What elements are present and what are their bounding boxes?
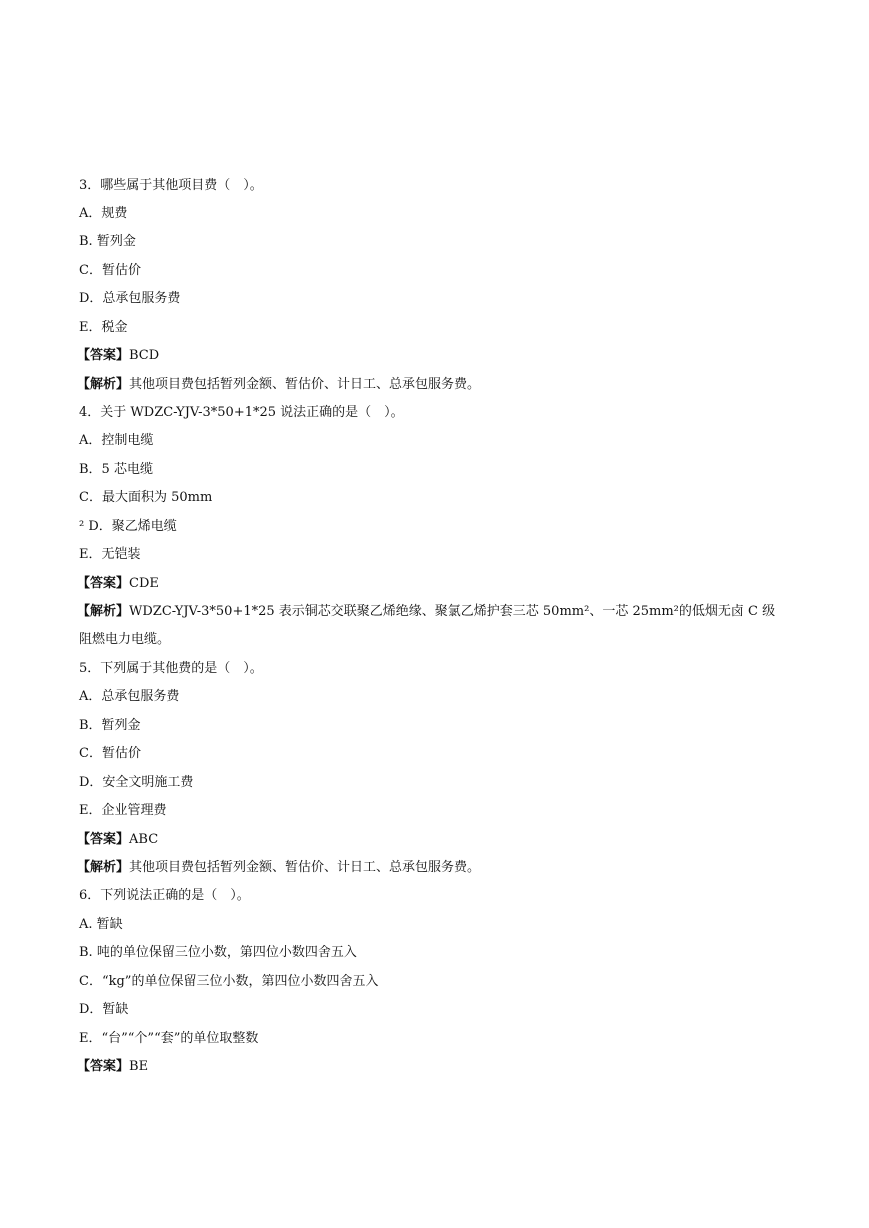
- answer-label: 【答案】: [77, 348, 130, 363]
- analysis-text: 其他项目费包括暂列金额、暂估价、计日工、总承包服务费。: [129, 860, 481, 875]
- question-4-answer: [77, 575, 159, 593]
- question-5-answer: [77, 831, 158, 849]
- question-5-stem: 5．下列属于其他费的是（ ）。: [79, 661, 263, 676]
- analysis-label: 【解析】: [77, 377, 130, 392]
- answer-label: 【答案】: [77, 832, 130, 847]
- question-4-analysis-continued: 阻燃电力电缆。: [79, 632, 171, 647]
- question-3-option-d: D．总承包服务费: [79, 291, 181, 306]
- question-3-option-c: C．暂估价: [79, 263, 141, 278]
- question-5-option-a: A．总承包服务费: [79, 689, 180, 704]
- question-3-option-e: E．税金: [79, 320, 128, 335]
- question-6-option-c: C．“kg”的单位保留三位小数，第四位小数四舍五入: [79, 974, 379, 989]
- question-6-option-b: B. 吨的单位保留三位小数，第四位小数四舍五入: [79, 945, 357, 960]
- question-6-answer: [77, 1058, 148, 1076]
- question-6-option-d: D．暂缺: [79, 1002, 129, 1017]
- question-3-analysis: [77, 376, 480, 394]
- answer-value: BCD: [129, 348, 160, 363]
- answer-value: ABC: [129, 832, 159, 847]
- analysis-label: 【解析】: [77, 604, 130, 619]
- question-3-stem: 3．哪些属于其他项目费（ ）。: [79, 178, 263, 193]
- question-5-option-d: D．安全文明施工费: [79, 775, 194, 790]
- answer-value: BE: [129, 1059, 149, 1074]
- question-5-option-b: B．暂列金: [79, 718, 141, 733]
- question-4-option-a: A．控制电缆: [79, 433, 154, 448]
- question-3-option-b: B. 暂列金: [79, 234, 136, 249]
- question-4-stem: 4．关于 WDZC-YJV-3*50+1*25 说法正确的是（ ）。: [79, 405, 404, 420]
- question-4-analysis: [77, 603, 775, 621]
- analysis-text: 其他项目费包括暂列金额、暂估价、计日工、总承包服务费。: [129, 377, 481, 392]
- answer-label: 【答案】: [77, 1059, 130, 1074]
- answer-label: 【答案】: [77, 576, 130, 591]
- question-5-option-e: E．企业管理费: [79, 803, 167, 818]
- question-6-option-a: A. 暂缺: [79, 917, 123, 932]
- question-4-option-c: C．最大面积为 50mm: [79, 490, 213, 505]
- question-6-stem: 6．下列说法正确的是（ ）。: [79, 888, 250, 903]
- question-3-option-a: A．规费: [79, 206, 128, 221]
- answer-value: CDE: [129, 576, 159, 591]
- analysis-label: 【解析】: [77, 860, 130, 875]
- question-6-option-e: E．“台”“个”“套”的单位取整数: [79, 1031, 259, 1046]
- question-4-option-d: ² D．聚乙烯电缆: [79, 519, 177, 534]
- question-4-option-b: B．5 芯电缆: [79, 462, 153, 477]
- analysis-text: WDZC-YJV-3*50+1*25 表示铜芯交联聚乙烯绝缘、聚氯乙烯护套三芯 50mm²、一芯 25mm²的低烟无卤 C 级: [129, 604, 776, 619]
- question-5-analysis: [77, 859, 480, 877]
- question-3-answer: [77, 347, 159, 365]
- question-5-option-c: C．暂估价: [79, 746, 141, 761]
- question-4-option-e: E．无铠装: [79, 547, 141, 562]
